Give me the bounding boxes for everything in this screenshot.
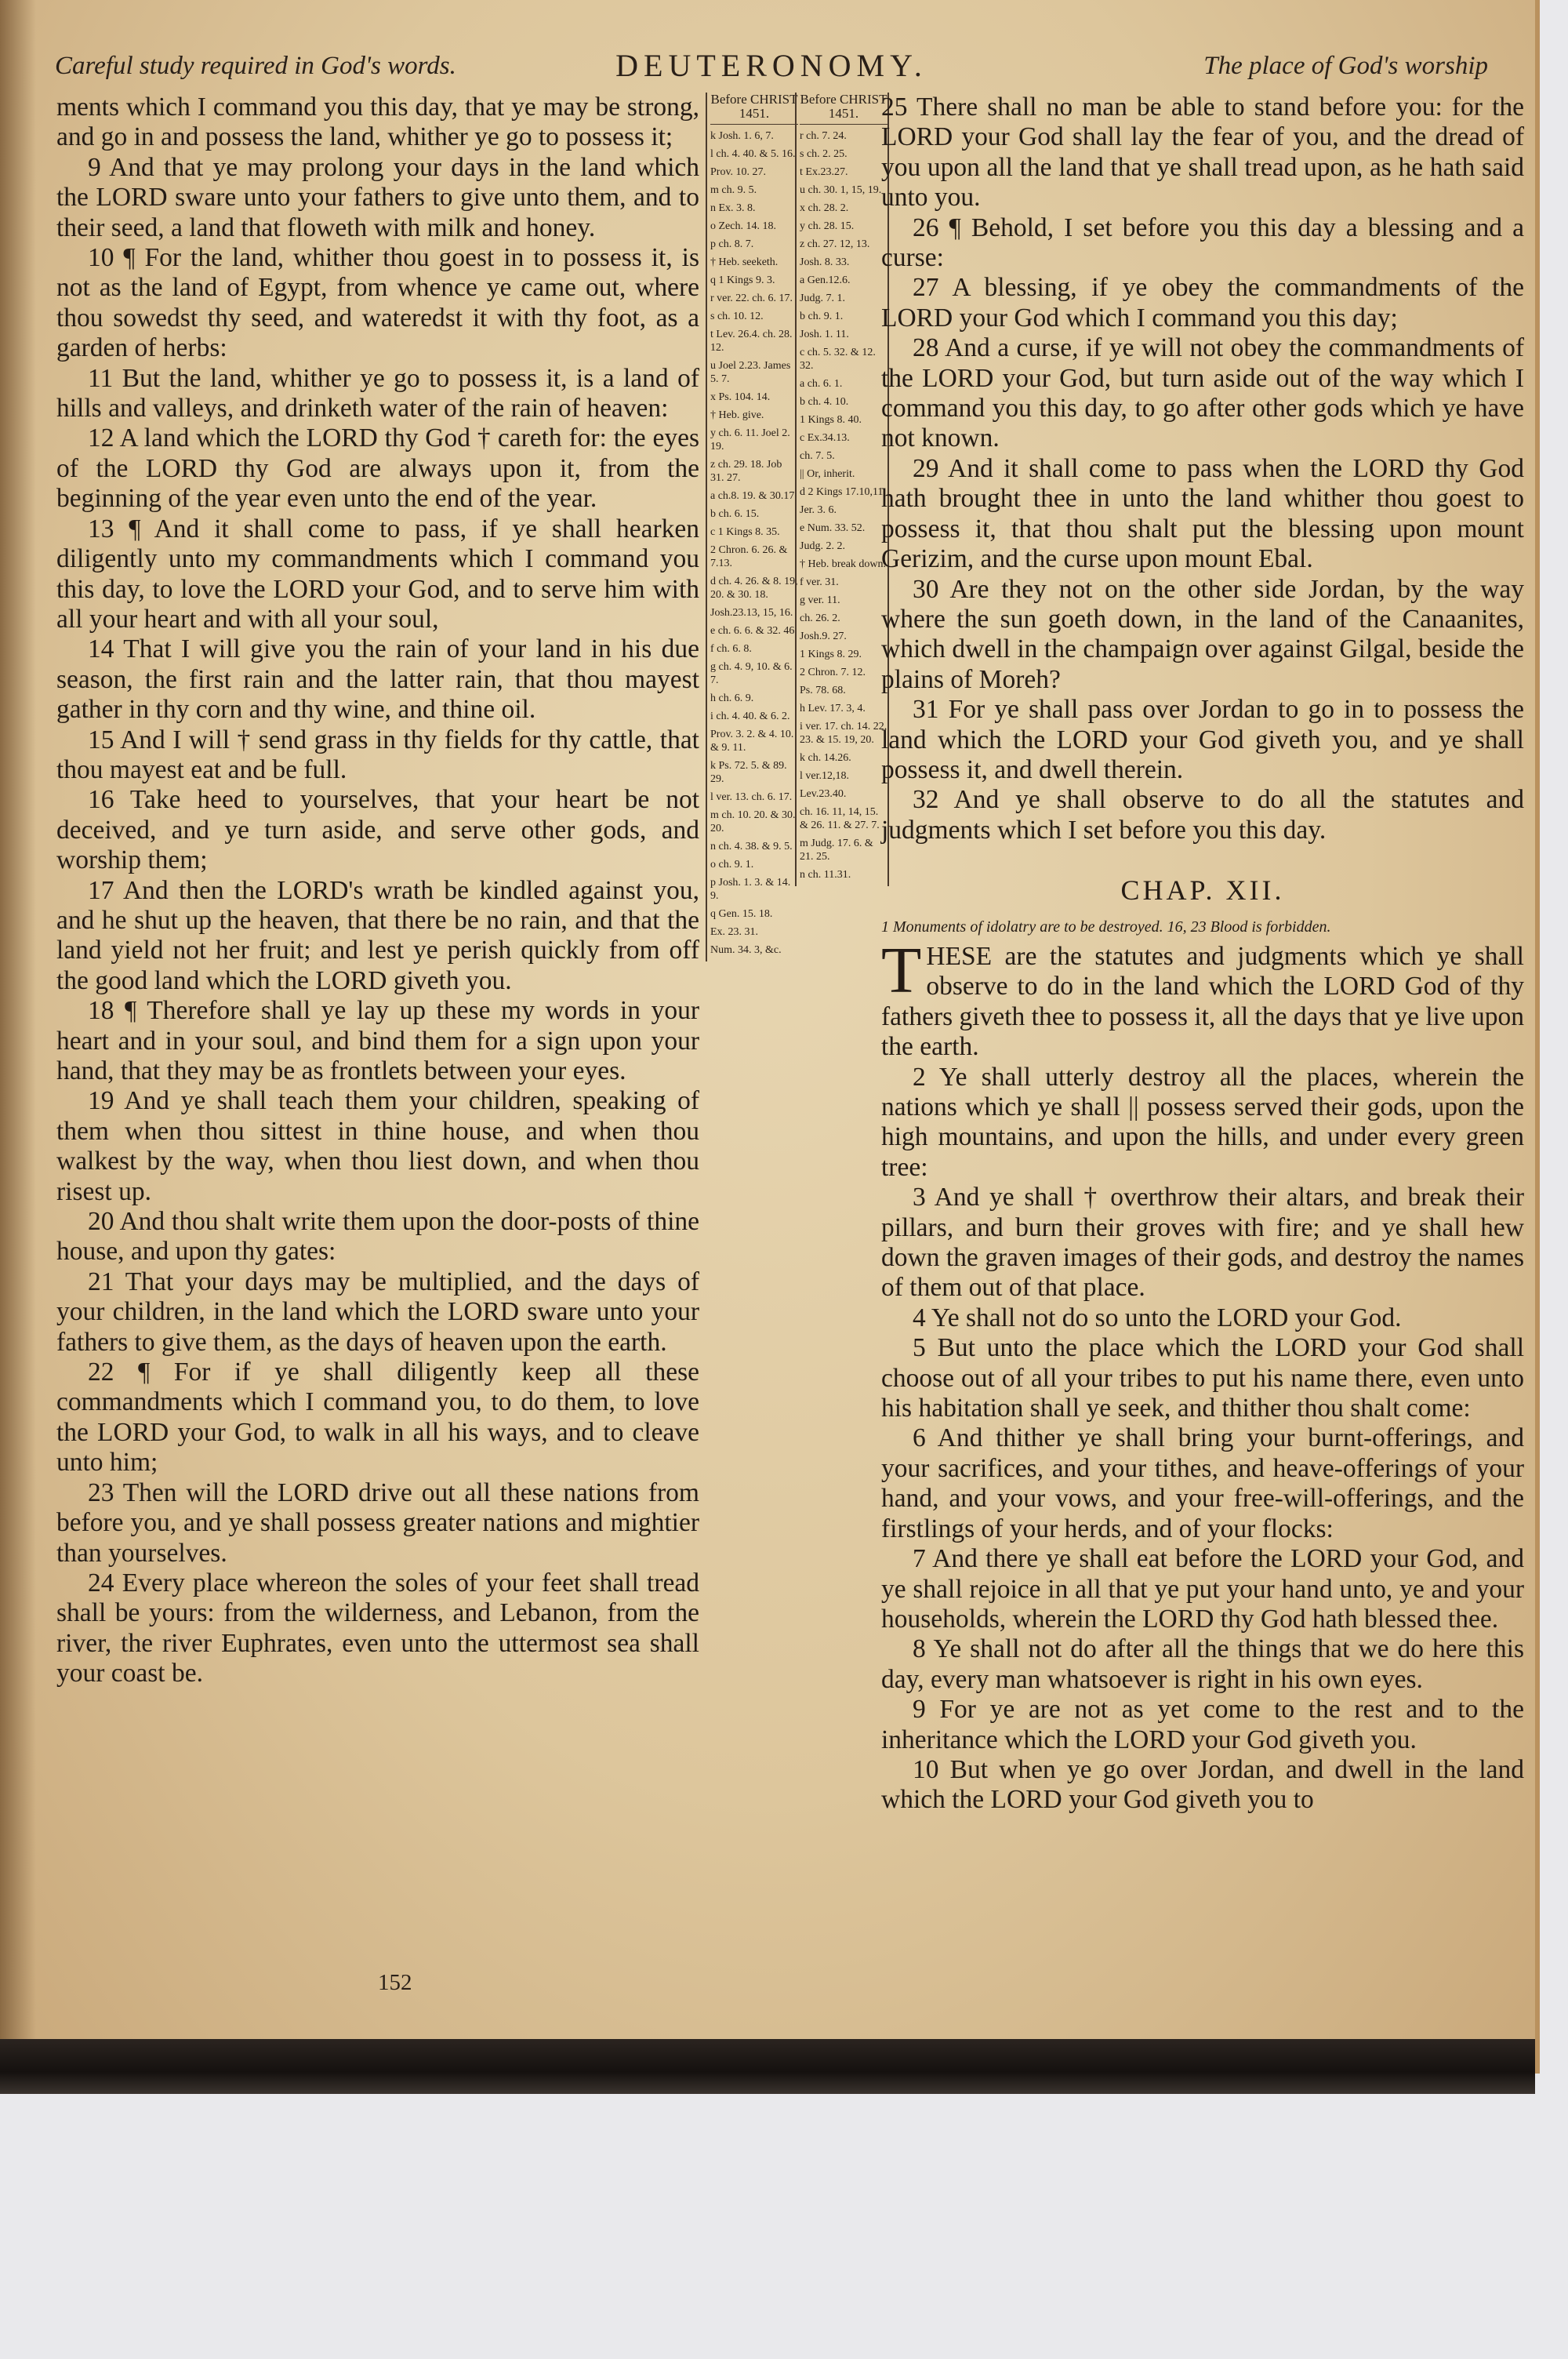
- cross-reference: f ch. 6. 8.: [710, 643, 752, 655]
- cross-reference: Jer. 3. 6.: [800, 504, 837, 516]
- cross-reference: i ver. 17. ch. 14. 22, 23. & 15. 19, 20.: [800, 721, 887, 746]
- cross-reference: n ch. 11.31.: [800, 869, 851, 881]
- verse: 9 For ye are not as yet come to the rest and to the inheritance which the LORD your God giveth you.: [881, 1695, 1524, 1754]
- verse: 24 Every place whereon the soles of your feet shall tread shall be yours: from the wilderness, and Lebanon, from the river, the river Euphrates, even unto the uttermost sea shall your coast be.: [56, 1568, 699, 1688]
- cross-reference: h Lev. 17. 3, 4.: [800, 703, 866, 714]
- cross-reference: Ps. 78. 68.: [800, 685, 846, 696]
- verse: 17 And then the LORD's wrath be kindled against you, and he shut up the heaven, that there be no rain, and that the land yield not her fruit; and lest ye perish quickly from off the good land which the LORD giveth you.: [56, 875, 699, 995]
- margin-header: Before CHRIST 1451.: [800, 93, 887, 125]
- cross-reference: t Lev. 26.4. ch. 28. 12.: [710, 329, 793, 354]
- cross-reference: s ch. 2. 25.: [800, 148, 848, 160]
- cross-reference: a ch. 6. 1.: [800, 378, 843, 390]
- verse: 21 That your days may be multiplied, and the days of your children, in the land which the LORD sware unto your fathers to give them, as the days of heaven upon the earth.: [56, 1267, 699, 1357]
- cross-reference: p ch. 8. 7.: [710, 238, 754, 250]
- cross-reference: Judg. 7. 1.: [800, 293, 845, 304]
- cross-reference: Josh.9. 27.: [800, 631, 847, 642]
- verse: 18 ¶ Therefore shall ye lay up these my words in your heart and in your soul, and bind them for a sign upon your hand, that they may be as frontlets between your eyes.: [56, 996, 699, 1085]
- left-text-column: [56, 93, 699, 1689]
- cross-reference: Judg. 2. 2.: [800, 540, 845, 552]
- cross-reference: u Joel 2.23. James 5. 7.: [710, 360, 791, 385]
- cross-reference: o Zech. 14. 18.: [710, 220, 776, 232]
- cross-reference: l ver. 13. ch. 6. 17.: [710, 791, 793, 803]
- cross-reference: n ch. 4. 38. & 9. 5.: [710, 841, 793, 852]
- cross-reference: i ch. 4. 40. & 6. 2.: [710, 711, 790, 722]
- verse: 28 And a curse, if ye will not obey the commandments of the LORD your God, but turn aside out of the way which I command you this day, to go after other gods which ye have not known.: [881, 333, 1524, 453]
- cross-reference: h ch. 6. 9.: [710, 692, 754, 704]
- verse: 29 And it shall come to pass when the LORD thy God hath brought thee in unto the land whither thou goest to possess it, that thou shalt put the blessing upon mount Gerizim, and the curse upon mount Ebal.: [881, 453, 1524, 574]
- verse: 8 Ye shall not do after all the things that we do here this day, every man whatsoever is right in his own eyes.: [881, 1634, 1524, 1694]
- cross-reference: Num. 34. 3, &c.: [710, 944, 782, 956]
- cross-reference: Josh.23.13, 15, 16.: [710, 607, 793, 619]
- cross-reference: m ch. 10. 20. & 30. 20.: [710, 809, 796, 834]
- cross-reference: Josh. 1. 11.: [800, 329, 849, 340]
- verse: 32 And ye shall observe to do all the statutes and judgments which I set before you this day.: [881, 785, 1524, 845]
- drop-cap: T: [881, 933, 922, 1007]
- verse: 10 ¶ For the land, whither thou goest in to possess it, is not as the land of Egypt, from whence ye came out, where thou sowedst thy seed, and wateredst it with thy foot, as a garden of herbs:: [56, 243, 699, 363]
- cross-reference: f ver. 31.: [800, 576, 839, 588]
- cross-reference: ch. 26. 2.: [800, 612, 840, 624]
- book-page-edge: [0, 2039, 1535, 2094]
- running-head: [55, 44, 1488, 91]
- cross-reference: † Heb. break down.: [800, 558, 887, 570]
- cross-reference: y ch. 6. 11. Joel 2. 19.: [710, 427, 790, 453]
- cross-reference: Prov. 3. 2. & 4. 10. & 9. 11.: [710, 729, 794, 754]
- cross-reference: Ex. 23. 31.: [710, 926, 759, 938]
- cross-reference: ch. 16. 11, 14, 15. & 26. 11. & 27. 7.: [800, 806, 880, 831]
- margin-references-right: [795, 93, 889, 886]
- cross-reference: k Josh. 1. 6, 7.: [710, 130, 774, 142]
- cross-reference: b ch. 4. 10.: [800, 396, 849, 408]
- cross-reference: l ver.12,18.: [800, 770, 849, 782]
- margin-header: Before CHRIST 1451.: [710, 93, 798, 125]
- cross-reference: e Num. 33. 52.: [800, 522, 866, 534]
- verse: 20 And thou shalt write them upon the door-posts of thine house, and upon thy gates:: [56, 1207, 699, 1267]
- chapter-first-verse: [881, 933, 1524, 1063]
- page-gutter-shadow: [0, 0, 36, 2039]
- first-verse-text: HESE are the statutes and judgments which ye shall observe to do in the land which the LORD God of thy fathers giveth thee to possess it, all the days that ye live upon the earth.: [881, 941, 1524, 1062]
- cross-reference: c Ex.34.13.: [800, 432, 850, 444]
- cross-reference: r ver. 22. ch. 6. 17.: [710, 293, 793, 304]
- cross-reference: q Gen. 15. 18.: [710, 908, 773, 920]
- verse: 14 That I will give you the rain of your land in his due season, the first rain and the latter rain, that thou mayest gather in thy corn and thy wine, and thine oil.: [56, 634, 699, 725]
- cross-reference: e ch. 6. 6. & 32. 46.: [710, 625, 797, 637]
- cross-reference: r ch. 7. 24.: [800, 130, 847, 142]
- cross-reference: a ch.8. 19. & 30.17.: [710, 490, 797, 502]
- cross-reference: † Heb. give.: [710, 409, 764, 421]
- verse: 15 And I will † send grass in thy fields for thy cattle, that thou mayest eat and be full.: [56, 725, 699, 784]
- verse: 22 ¶ For if ye shall diligently keep all these commandments which I command you, to do them, to love the LORD your God, to walk in all his ways, and to cleave unto him;: [56, 1358, 699, 1478]
- cross-reference: || Or, inherit.: [800, 468, 855, 480]
- cross-reference: d 2 Kings 17.10,11.: [800, 486, 886, 498]
- cross-reference: Josh. 8. 33.: [800, 256, 850, 268]
- cross-reference: c ch. 5. 32. & 12. 32.: [800, 347, 876, 372]
- cross-reference: o ch. 9. 1.: [710, 859, 754, 871]
- verse: 6 And thither ye shall bring your burnt-offerings, and your sacrifices, and your tithes, and heave-offerings of your hand, and your vows, and your free-will-offerings, and the firstlings of your herds, and of your flocks:: [881, 1423, 1524, 1543]
- verse: 25 There shall no man be able to stand before you: for the LORD your God shall lay the fear of you, and the dread of you upon all the land that ye shall tread upon, as he hath said unto you.: [881, 93, 1524, 213]
- cross-reference: u ch. 30. 1, 15, 19.: [800, 184, 882, 196]
- cross-reference: Prov. 10. 27.: [710, 166, 767, 178]
- cross-reference: t Ex.23.27.: [800, 166, 848, 178]
- verse: 4 Ye shall not do so unto the LORD your God.: [913, 1303, 1402, 1332]
- verse: 10 But when ye go over Jordan, and dwell in the land which the LORD your God giveth you to: [881, 1754, 1524, 1815]
- cross-reference: z ch. 29. 18. Job 31. 27.: [710, 459, 782, 484]
- verse: 27 A blessing, if ye obey the commandments of the LORD your God which I command you this day;: [881, 273, 1524, 333]
- cross-reference: n Ex. 3. 8.: [710, 202, 756, 214]
- cross-reference: b ch. 9. 1.: [800, 311, 844, 322]
- cross-reference: z ch. 27. 12, 13.: [800, 238, 870, 250]
- cross-reference: g ch. 4. 9, 10. & 6. 7.: [710, 661, 793, 686]
- verse: 3 And ye shall † overthrow their altars, and break their pillars, and burn their groves with fire; and ye shall hew down the graven images of their gods, and destroy the names of them out of that place.: [881, 1183, 1524, 1303]
- cross-reference: 2 Chron. 7. 12.: [800, 667, 866, 678]
- cross-reference: l ch. 4. 40. & 5. 16.: [710, 148, 796, 160]
- cross-reference: k Ps. 72. 5. & 89. 29.: [710, 760, 787, 785]
- cross-reference: m Judg. 17. 6. & 21. 25.: [800, 838, 873, 863]
- verse: 23 Then will the LORD drive out all these nations from before you, and ye shall possess greater nations and mightier than yourselves.: [56, 1478, 699, 1568]
- cross-reference: a Gen.12.6.: [800, 274, 851, 286]
- verse: 2 Ye shall utterly destroy all the places, wherein the nations which ye shall || possess served their gods, upon the high mountains, and upon the hills, and under every green tree:: [881, 1062, 1524, 1182]
- reference-list: [710, 129, 798, 957]
- cross-reference: s ch. 10. 12.: [710, 311, 764, 322]
- margin-references-left: [706, 93, 798, 961]
- cross-reference: m ch. 9. 5.: [710, 184, 757, 196]
- cross-reference: Lev.23.40.: [800, 788, 847, 800]
- verse: 13 ¶ And it shall come to pass, if ye shall hearken diligently unto my commandments which I command you this day, to love the LORD your God, and to serve him with all your heart and with all your soul,: [56, 514, 699, 634]
- running-head-right: The place of God's worship: [1203, 52, 1488, 80]
- page-number: 152: [378, 1970, 412, 1995]
- verse: 26 ¶ Behold, I set before you this day a blessing and a curse:: [881, 213, 1524, 273]
- cross-reference: k ch. 14.26.: [800, 752, 851, 764]
- cross-reference: † Heb. seeketh.: [710, 256, 779, 268]
- cross-reference: g ver. 11.: [800, 594, 840, 606]
- cross-reference: c 1 Kings 8. 35.: [710, 526, 780, 538]
- running-head-title: DEUTERONOMY.: [615, 48, 927, 83]
- cross-reference: 1 Kings 8. 40.: [800, 414, 862, 426]
- verse: 5 But unto the place which the LORD your God shall choose out of all your tribes to put his name there, even unto his habitation shall ye seek, and thither thou shalt come:: [881, 1333, 1524, 1423]
- verse: 9 And that ye may prolong your days in the land which the LORD sware unto your fathers to give unto them, and to their seed, a land that floweth with milk and honey.: [56, 152, 699, 242]
- cross-reference: q 1 Kings 9. 3.: [710, 274, 775, 286]
- cross-reference: 1 Kings 8. 29.: [800, 649, 862, 660]
- verse: 12 A land which the LORD thy God † careth for: the eyes of the LORD thy God are always upon it, from the beginning of the year even unto the end of the year.: [56, 423, 699, 514]
- running-head-left: Careful study required in God's words.: [55, 52, 456, 80]
- verse: 31 For ye shall pass over Jordan to go in to possess the land which the LORD your God giveth you, and ye shall possess it, and dwell therein.: [881, 695, 1524, 784]
- cross-reference: d ch. 4. 26. & 8. 19, 20. & 30. 18.: [710, 576, 798, 601]
- cross-reference: x Ps. 104. 14.: [710, 391, 771, 403]
- reference-list: [800, 129, 887, 881]
- cross-reference: ch. 7. 5.: [800, 450, 835, 462]
- verse: 16 Take heed to yourselves, that your heart be not deceived, and ye turn aside, and serve other gods, and worship them;: [56, 785, 699, 875]
- cross-reference: x ch. 28. 2.: [800, 202, 849, 214]
- right-text-column: [881, 93, 1524, 1816]
- cross-reference: p Josh. 1. 3. & 14. 9.: [710, 877, 791, 902]
- cross-reference: y ch. 28. 15.: [800, 220, 855, 232]
- verse: 19 And ye shall teach them your children, speaking of them when thou sittest in thine house, and when thou walkest by the way, when thou liest down, and when thou risest up.: [56, 1086, 699, 1206]
- cross-reference: b ch. 6. 15.: [710, 508, 760, 520]
- verse: 30 Are they not on the other side Jordan, by the way where the sun goeth down, in the land of the Canaanites, which dwell in the champaign over against Gilgal, beside the plains of Moreh?: [881, 574, 1524, 694]
- cross-reference: 2 Chron. 6. 26. & 7.13.: [710, 544, 788, 569]
- chapter-summary: 1 Monuments of idolatry are to be destroyed. 16, 23 Blood is forbidden.: [881, 918, 1331, 936]
- chapter-heading: CHAP. XII.: [1120, 874, 1285, 907]
- verse: 7 And there ye shall eat before the LORD your God, and ye shall rejoice in all that ye put your hand unto, ye and your households, wherein the LORD thy God hath blessed thee.: [881, 1544, 1524, 1634]
- verse: 11 But the land, whither ye go to possess it, is a land of hills and valleys, and drinketh water of the rain of heaven:: [56, 363, 699, 423]
- verse: ments which I command you this day, that ye may be strong, and go in and possess the land, whither ye go to possess it;: [56, 93, 699, 152]
